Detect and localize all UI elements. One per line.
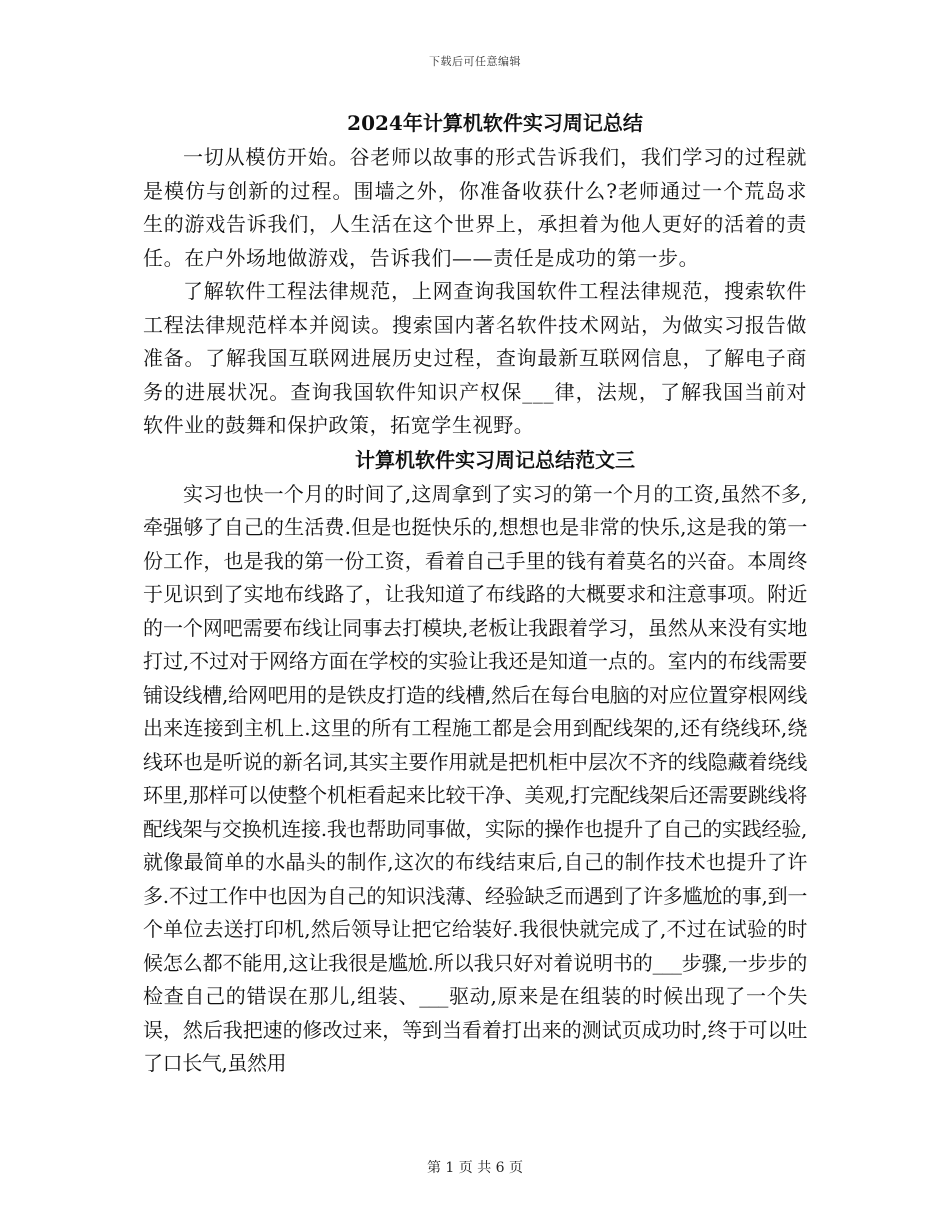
paragraph-3: 实习也快一个月的时间了,这周拿到了实习的第一个月的工资,虽然不多,牵强够了自己的生活费.但是也挺快乐的,想想也是非常的快乐,这是我的第一份工作，也是我的第一份工资，看着自己手里的钱有着莫名的兴奋。本周终于见识到了实地布线路了，让我知道了布线路的大概要求和注意事项。附近的一个网吧需要布线让同事去打模块,老板让我跟着学习，虽然从来没有实地打过,不过对于网络方面在学校的实验让我还是知道一点的。室内的布线需要铺设线槽,给网吧用的是铁皮打造的线槽,然后在每台电脑的对应位置穿根网线出来连接到主机上.这里的所有工程施工都是会用到配线架的,还有绕线环,绕线环也是听说的新名词,其实主要作用就是把机柜中层次不齐的线隐藏着绕线环里,那样可以使整个机柜看起来比较干净、美观,打完配线架后还需要跳线将配线架与交换机连接.我也帮助同事做，实际的操作也提升了自己的实践经验,就像最简单的水晶头的制作,这次的布线结束后,自己的制作技术也提升了许多.不过工作中也因为自己的知识浅薄、经验缺乏而遇到了许多尴尬的事,到一个单位去送打印机,然后领导让把它给装好.我很快就完成了,不过在试验的时候怎么都不能用,这让我很是尴尬.所以我只好对着说明书的___步骤,一步步的检查自己的错误在那儿,组装、___驱动,原来是在组装的时候出现了一个失误，然后我把速的修改过来，等到当看着打出来的测试页成功时,终于可以吐了口长气,虽然用 [143, 481, 807, 1075]
page-number: 第 1 页 共 6 页 [426, 1160, 524, 1176]
document-body [143, 106, 807, 1081]
paragraph-2: 了解软件工程法律规范，上网查询我国软件工程法律规范，搜索软件工程法律规范样本并阅读。搜索国内著名软件技术网站，为做实习报告做准备。了解我国互联网进展历史过程，查询最新互联网信息，了解电子商务的进展状况。查询我国软件知识产权保___律，法规，了解我国当前对软件业的鼓舞和保护政策，拓宽学生视野。 [143, 279, 807, 437]
document-title: 2024年计算机软件实习周记总结 [347, 111, 643, 135]
paragraph-1: 一切从模仿开始。谷老师以故事的形式告诉我们，我们学习的过程就是模仿与创新的过程。围墙之外，你准备收获什么?老师通过一个荒岛求生的游戏告诉我们，人生活在这个世界上，承担着为他人更好的活着的责任。在户外场地做游戏，告诉我们——责任是成功的第一步。 [143, 145, 807, 270]
header-note: 下载后可任意编辑 [429, 55, 521, 68]
section-title: 计算机软件实习周记总结范文三 [355, 447, 635, 472]
